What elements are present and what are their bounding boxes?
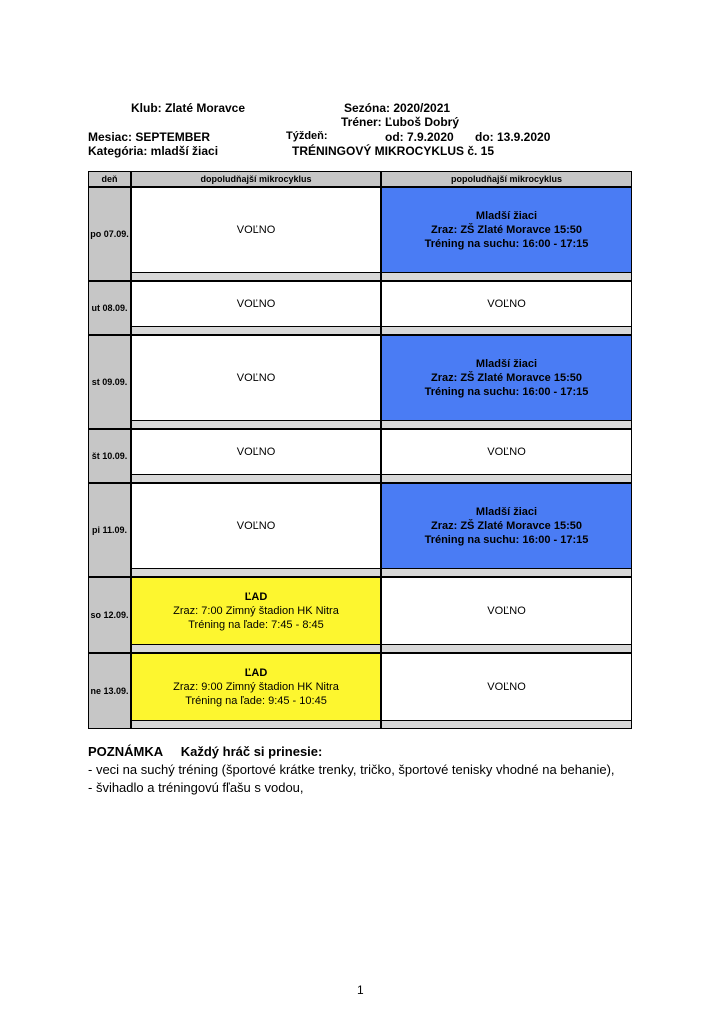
slot-divider xyxy=(382,568,631,576)
slot-line: Tréning na suchu: 16:00 - 17:15 xyxy=(424,238,589,250)
slot-content xyxy=(132,484,380,568)
morning-slot xyxy=(131,335,381,429)
page-number: 1 xyxy=(357,983,364,997)
slot-content xyxy=(382,282,631,326)
slot-divider xyxy=(382,720,631,728)
slot-content xyxy=(132,430,380,474)
morning-slot xyxy=(131,429,381,483)
slot-divider xyxy=(382,474,631,482)
microcycle-label: TRÉNINGOVÝ MIKROCYKLUS č. 15 xyxy=(292,144,495,158)
slot-divider xyxy=(132,568,380,576)
slot-line: VOĽNO xyxy=(487,298,526,310)
col-header-afternoon: popoludňajší mikrocyklus xyxy=(381,171,632,187)
slot-line: VOĽNO xyxy=(487,681,526,693)
slot-line: VOĽNO xyxy=(487,605,526,617)
slot-content xyxy=(382,336,631,420)
slot-line: Mladší žiaci xyxy=(475,210,538,222)
season-label: Sezóna: 2020/2021 xyxy=(344,101,451,115)
afternoon-slot xyxy=(381,653,632,729)
note-subtitle: Každý hráč si prinesie: xyxy=(180,744,323,759)
morning-slot xyxy=(131,653,381,729)
trainer-label: Tréner: Ľuboš Dobrý xyxy=(341,115,460,129)
slot-content xyxy=(382,654,631,720)
slot-line: VOĽNO xyxy=(487,446,526,458)
col-header-day: deň xyxy=(88,171,131,187)
day-cell: št 10.09. xyxy=(88,429,131,483)
day-cell: ne 13.09. xyxy=(88,653,131,729)
morning-slot xyxy=(131,281,381,335)
afternoon-slot xyxy=(381,483,632,577)
slot-line: Tréning na suchu: 16:00 - 17:15 xyxy=(424,386,589,398)
note-item: - veci na suchý tréning (športové krátke trenky, tričko, športové tenisky vhodné na behanie), xyxy=(88,762,615,777)
slot-line: Zraz: 9:00 Zimný štadion HK Nitra xyxy=(173,681,339,693)
slot-divider xyxy=(382,326,631,334)
slot-divider xyxy=(132,474,380,482)
schedule-row xyxy=(88,335,632,429)
slot-divider xyxy=(132,720,380,728)
month-label: Mesiac: SEPTEMBER xyxy=(88,130,211,144)
schedule-row xyxy=(88,483,632,577)
slot-line: Zraz: 7:00 Zimný štadion HK Nitra xyxy=(173,605,339,617)
afternoon-slot xyxy=(381,429,632,483)
week-label: Týždeň: xyxy=(286,130,328,142)
schedule-table xyxy=(88,171,632,729)
slot-divider xyxy=(132,272,380,280)
slot-content xyxy=(132,654,380,720)
slot-line: Tréning na suchu: 16:00 - 17:15 xyxy=(424,534,589,546)
slot-content xyxy=(132,578,380,644)
slot-divider xyxy=(132,420,380,428)
category-label: Kategória: mladší žiaci xyxy=(88,144,219,158)
slot-line: Tréning na ľade: 9:45 - 10:45 xyxy=(185,695,327,707)
slot-line: VOĽNO xyxy=(236,372,276,384)
slot-content xyxy=(382,430,631,474)
slot-line: Tréning na ľade: 7:45 - 8:45 xyxy=(188,619,324,631)
slot-line: Zraz: ZŠ Zlaté Moravce 15:50 xyxy=(430,520,582,532)
note-item: - švihadlo a tréningovú fľašu s vodou, xyxy=(88,780,304,795)
slot-divider xyxy=(382,420,631,428)
slot-line: ĽAD xyxy=(244,667,268,679)
slot-divider xyxy=(132,644,380,652)
table-header-row xyxy=(88,171,632,187)
schedule-row xyxy=(88,429,632,483)
day-cell: po 07.09. xyxy=(88,187,131,281)
slot-divider xyxy=(382,272,631,280)
slot-line: ĽAD xyxy=(244,591,268,603)
afternoon-slot xyxy=(381,335,632,429)
slot-content xyxy=(382,188,631,272)
slot-line: Mladší žiaci xyxy=(475,506,538,518)
slot-divider xyxy=(132,326,380,334)
morning-slot xyxy=(131,577,381,653)
slot-content xyxy=(132,336,380,420)
slot-line: Mladší žiaci xyxy=(475,358,538,370)
slot-divider xyxy=(382,644,631,652)
day-cell: st 09.09. xyxy=(88,335,131,429)
schedule-row xyxy=(88,281,632,335)
slot-line: Zraz: ZŠ Zlaté Moravce 15:50 xyxy=(430,224,582,236)
day-cell: so 12.09. xyxy=(88,577,131,653)
slot-content xyxy=(382,578,631,644)
slot-content xyxy=(382,484,631,568)
col-header-morning: dopoludňajší mikrocyklus xyxy=(131,171,381,187)
afternoon-slot xyxy=(381,281,632,335)
slot-line: Zraz: ZŠ Zlaté Moravce 15:50 xyxy=(430,372,582,384)
slot-content xyxy=(132,188,380,272)
note-title: POZNÁMKA xyxy=(88,744,164,759)
morning-slot xyxy=(131,187,381,281)
schedule-row xyxy=(88,187,632,281)
slot-content xyxy=(132,282,380,326)
club-label: Klub: Zlaté Moravce xyxy=(131,101,246,115)
note-heading xyxy=(88,744,322,759)
schedule-row xyxy=(88,577,632,653)
slot-line: VOĽNO xyxy=(236,298,276,310)
morning-slot xyxy=(131,483,381,577)
schedule-row xyxy=(88,653,632,729)
afternoon-slot xyxy=(381,577,632,653)
day-cell: pi 11.09. xyxy=(88,483,131,577)
afternoon-slot xyxy=(381,187,632,281)
week-to: do: 13.9.2020 xyxy=(475,130,551,144)
day-cell: ut 08.09. xyxy=(88,281,131,335)
slot-line: VOĽNO xyxy=(236,446,276,458)
slot-line: VOĽNO xyxy=(236,520,276,532)
week-from: od: 7.9.2020 xyxy=(385,130,454,144)
slot-line: VOĽNO xyxy=(236,224,276,236)
